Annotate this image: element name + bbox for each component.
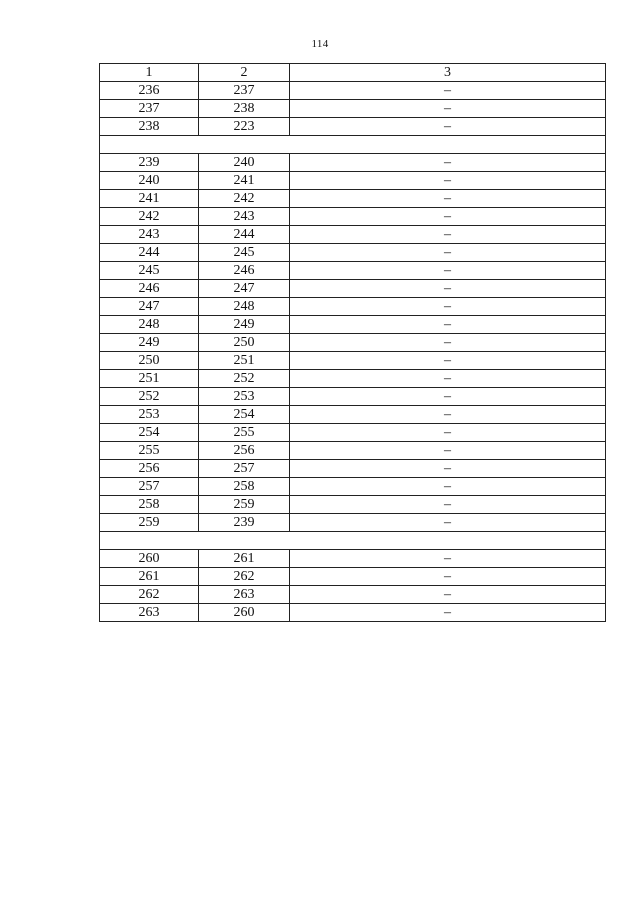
table-cell-col-1: 236 <box>100 82 199 100</box>
table-row <box>100 316 606 334</box>
table-cell-col-2: 259 <box>199 496 290 514</box>
table-cell-col-3: – <box>290 388 606 406</box>
table-cell-col-3: – <box>290 244 606 262</box>
table-cell-col-2: 251 <box>199 352 290 370</box>
table-cell-col-3: – <box>290 208 606 226</box>
table-cell-col-1: 258 <box>100 496 199 514</box>
table-cell-col-2: 253 <box>199 388 290 406</box>
table-cell-col-3: – <box>290 280 606 298</box>
group-separator-cell <box>100 136 606 154</box>
table-cell-col-2: 262 <box>199 568 290 586</box>
header-row <box>100 64 606 82</box>
table-cell-col-1: 263 <box>100 604 199 622</box>
table-cell-col-1: 262 <box>100 586 199 604</box>
table-cell-col-1: 241 <box>100 190 199 208</box>
table-cell-col-2: 237 <box>199 82 290 100</box>
table-cell-col-1: 250 <box>100 352 199 370</box>
table-cell-col-2: 254 <box>199 406 290 424</box>
table-cell-col-2: 241 <box>199 172 290 190</box>
table-row <box>100 100 606 118</box>
group-separator-row <box>100 136 606 154</box>
table-cell-col-1: 257 <box>100 478 199 496</box>
table-cell-col-3: – <box>290 154 606 172</box>
table-cell-col-2: 255 <box>199 424 290 442</box>
data-table <box>99 63 606 622</box>
table-cell-col-2: 257 <box>199 460 290 478</box>
table-cell-col-3: – <box>290 118 606 136</box>
table-cell-col-1: 261 <box>100 568 199 586</box>
table-cell-col-1: 240 <box>100 172 199 190</box>
table-cell-col-3: – <box>290 100 606 118</box>
table-cell-col-2: 243 <box>199 208 290 226</box>
table-row <box>100 154 606 172</box>
table-cell-col-1: 238 <box>100 118 199 136</box>
table-row <box>100 280 606 298</box>
table-cell-col-2: 246 <box>199 262 290 280</box>
table-cell-col-1: 245 <box>100 262 199 280</box>
table-row <box>100 424 606 442</box>
table-cell-col-3: – <box>290 406 606 424</box>
table-cell-col-2: 223 <box>199 118 290 136</box>
table-cell-col-1: 243 <box>100 226 199 244</box>
group-separator-cell <box>100 532 606 550</box>
table-cell-col-1: 244 <box>100 244 199 262</box>
table-cell-col-1: 259 <box>100 514 199 532</box>
table-cell-col-1: 249 <box>100 334 199 352</box>
table-cell-col-2: 248 <box>199 298 290 316</box>
table-cell-col-2: 247 <box>199 280 290 298</box>
page-number: 114 <box>311 38 329 50</box>
table-cell-col-3: – <box>290 496 606 514</box>
table-cell-col-2: 256 <box>199 442 290 460</box>
table-row <box>100 82 606 100</box>
table-row <box>100 172 606 190</box>
table-row <box>100 226 606 244</box>
group-separator-row <box>100 532 606 550</box>
column-header-2: 2 <box>199 64 290 82</box>
table-cell-col-2: 239 <box>199 514 290 532</box>
table-cell-col-1: 247 <box>100 298 199 316</box>
table-cell-col-3: – <box>290 298 606 316</box>
table-cell-col-1: 248 <box>100 316 199 334</box>
table-cell-col-1: 256 <box>100 460 199 478</box>
table-row <box>100 496 606 514</box>
table-cell-col-2: 261 <box>199 550 290 568</box>
table-cell-col-3: – <box>290 190 606 208</box>
table-cell-col-3: – <box>290 226 606 244</box>
table-cell-col-3: – <box>290 550 606 568</box>
table-cell-col-3: – <box>290 316 606 334</box>
table-cell-col-3: – <box>290 604 606 622</box>
table-cell-col-3: – <box>290 352 606 370</box>
table-cell-col-1: 255 <box>100 442 199 460</box>
table-row <box>100 352 606 370</box>
table-cell-col-2: 240 <box>199 154 290 172</box>
table-cell-col-2: 260 <box>199 604 290 622</box>
table-cell-col-1: 246 <box>100 280 199 298</box>
table-cell-col-2: 258 <box>199 478 290 496</box>
table-cell-col-2: 250 <box>199 334 290 352</box>
table-cell-col-1: 239 <box>100 154 199 172</box>
table-row <box>100 370 606 388</box>
table-cell-col-3: – <box>290 478 606 496</box>
table-cell-col-2: 244 <box>199 226 290 244</box>
table-cell-col-1: 251 <box>100 370 199 388</box>
table-cell-col-1: 253 <box>100 406 199 424</box>
column-header-3: 3 <box>290 64 606 82</box>
table-row <box>100 478 606 496</box>
table-body <box>100 82 606 622</box>
table-row <box>100 262 606 280</box>
table-cell-col-3: – <box>290 460 606 478</box>
table-cell-col-2: 249 <box>199 316 290 334</box>
column-header-1: 1 <box>100 64 199 82</box>
table-row <box>100 442 606 460</box>
table-row <box>100 190 606 208</box>
table-cell-col-1: 260 <box>100 550 199 568</box>
table-cell-col-1: 252 <box>100 388 199 406</box>
table-cell-col-3: – <box>290 442 606 460</box>
table-row <box>100 514 606 532</box>
table-row <box>100 604 606 622</box>
table-cell-col-3: – <box>290 586 606 604</box>
table-cell-col-3: – <box>290 172 606 190</box>
table-cell-col-3: – <box>290 334 606 352</box>
table-cell-col-2: 238 <box>199 100 290 118</box>
table-cell-col-3: – <box>290 262 606 280</box>
table-cell-col-1: 237 <box>100 100 199 118</box>
table-row <box>100 208 606 226</box>
table-cell-col-3: – <box>290 82 606 100</box>
table-cell-col-2: 252 <box>199 370 290 388</box>
table-cell-col-3: – <box>290 424 606 442</box>
table-cell-col-3: – <box>290 568 606 586</box>
table-cell-col-1: 254 <box>100 424 199 442</box>
table-row <box>100 406 606 424</box>
table-cell-col-2: 242 <box>199 190 290 208</box>
table-row <box>100 334 606 352</box>
table-row <box>100 586 606 604</box>
table-row <box>100 118 606 136</box>
table-row <box>100 550 606 568</box>
table-row <box>100 298 606 316</box>
table-row <box>100 568 606 586</box>
table-cell-col-1: 242 <box>100 208 199 226</box>
table-cell-col-3: – <box>290 370 606 388</box>
table-cell-col-2: 263 <box>199 586 290 604</box>
table-row <box>100 388 606 406</box>
table-row <box>100 460 606 478</box>
table-cell-col-3: – <box>290 514 606 532</box>
table-cell-col-2: 245 <box>199 244 290 262</box>
table-row <box>100 244 606 262</box>
